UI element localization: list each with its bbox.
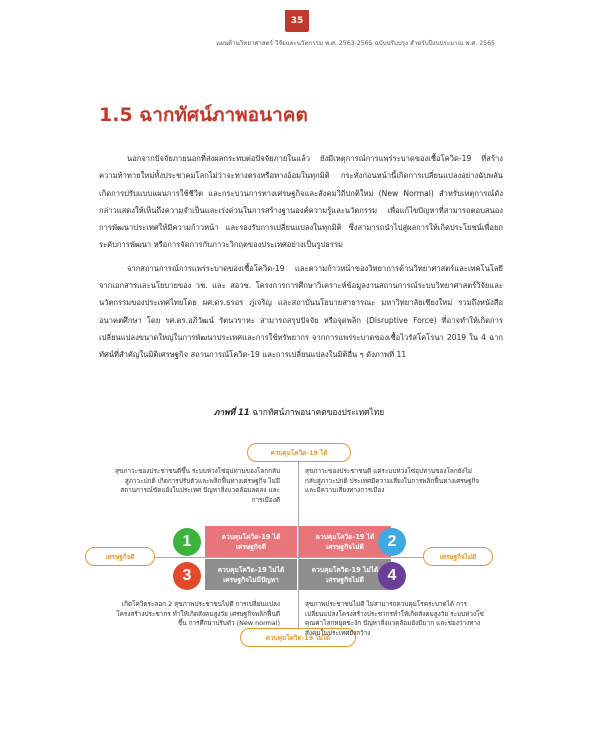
figure-caption-text: ฉากทัศน์ภาพอนาคตของประเทศไทย bbox=[252, 407, 385, 417]
running-header: แผนด้านวิทยาศาสตร์ วิจัยและนวัตกรรม พ.ศ. 2563-2565 ฉบับปรับปรุง สำหรับปีงบประมาณ พ.ศ. 2565 bbox=[216, 40, 495, 47]
figure-label: ภาพที่ 11 bbox=[213, 407, 250, 417]
section-title: 1.5 ฉากทัศน์ภาพอนาคต bbox=[99, 104, 308, 126]
axis-label-right: เศรษฐกิจไม่ดี bbox=[423, 547, 493, 566]
axis-label-top: ควบคุมโควิด-19 ได้ bbox=[247, 443, 351, 462]
paragraph-1: นอกจากปัจจัยภายนอกที่ส่งผลกระทบต่อปัจจัยภายในแล้ว ยังมีเหตุการณ์การแพร่ระบาดของเชื้อโควิด-19 ที่สร้างความท้าทายใหม่ทั้งประชาคมโลกไม่ว่าจะทางตรงหรือทางอ้อมในทุกมิติ กระทั่งก่อนหน้านี้เกิดการเปลี่ยนแปลงอย่างฉับพลัน เกิดการปรับแบบแผนการใช้ชีวิต และกระบวนการทางเศรษฐกิจและสังคมวิถีปกติใหม่ (New Normal) สำหรับเหตุการณ์ดังกล่าวแสดงให้เห็นถึงความจำเป็นและเร่งด่วนในการสร้างฐานองค์ความรู้และนวัตกรรม เพื่อแก้ไขปัญหาที่สามารถตอบสนองการพัฒนาประเทศให้มีความก้าวหน้า และรองรับการเปลี่ยนแปลงในทุกมิติ ซึ่งสามารถนำไปสู่ผลการให้เกิดประโยชน์เพื่อยกระดับการพัฒนา หรือการจัดการกับภาวะวิกฤตของประเทศอย่างเป็นรูปธรรม bbox=[99, 154, 503, 250]
quadrant-4-number-circle: 4 bbox=[378, 562, 406, 590]
quadrant-4-description: สุขภาพประชาชนไม่ดี ไม่สามารถควบคุมโรคระบาดได้ การเปลี่ยนแปลงโครงสร้างประชากรทำให้เกิดสังคมสูงวัย ระบบห่วงโซ่คุณค่าโลกหยุดชะงัก ปัญหาสิ่งแวดล้อมยังมีมาก และช่องว่างทางสังคมในประเทศยังกว้าง bbox=[305, 600, 484, 637]
quadrant-1-box: ควบคุมโควิด-19 ได้ เศรษฐกิจดี bbox=[205, 526, 297, 557]
quadrant-1-number-circle: 1 bbox=[173, 528, 201, 556]
axis-label-bottom: ควบคุมโควิด-19 ไม่ได้ bbox=[240, 628, 356, 647]
quadrant-1-description: สุขภาวะของประชาชนดีขึ้น ระบบห่วงโซ่อุปทานของโลกกลับสู่ภาวะปกติ เกิดการปรับตัวและพลิกฟื้นทางเศรษฐกิจ ไม่มีสถานการณ์ขัดแย้งในประเทศ ปัญหาสิ่งแวดล้อมลดลง และการเมืองดี bbox=[114, 467, 280, 504]
horizontal-axis-line bbox=[115, 557, 472, 558]
quadrant-4-box: ควบคุมโควิด-19 ไม่ได้ เศรษฐกิจไม่ดี bbox=[299, 559, 391, 590]
quadrant-2-box: ควบคุมโควิด-19 ได้ เศรษฐกิจไม่ดี bbox=[299, 526, 391, 557]
paragraph-2: จากสถานการณ์การแพร่ระบาดของเชื้อโควิด-19 และความก้าวหน้าของวิทยาการด้านวิทยาศาสตร์และเทคโนโลยี จากเอกสารและนโยบายของ วช. และ สอวช. โครงการการศึกษาวิเคราะห์ข้อมูลงานสถานการณ์ระบบวิทยาศาสตร์วิจัยและนวัตกรรมของประเทศไทยโดย ผศ.ดร.ธรอร ภู่เจริญ และสถาบันนโยบายสาธารณะ มหาวิทยาลัยเชียงใหม่ รวมถึงหนังสือ อนาคตศึกษา โดย รศ.ดร.อภิวัฒน์ รัตนวราหะ สามารถสรุปปัจจัย หรือจุดพลิก (Disruptive Force) ที่อาจทำให้เกิดการเปลี่ยนแปลงขนาดใหญ่ในการพัฒนาประเทศและการใช้ทรัพยากร จากการแพร่ระบาดของเชื้อไวรัสโคโรนา 2019 ใน 4 ฉากทัศน์ที่สำคัญในมิติเศรษฐกิจ สถานการณ์โควิด-19 และการเปลี่ยนแปลงในมิติอื่น ๆ ดังภาพที่ 11 bbox=[99, 263, 503, 360]
page-number-badge: 35 bbox=[285, 10, 309, 32]
quadrant-2-description: สุขภาวะของประชาชนดี แต่ระบบห่วงโซ่อุปทานของโลกยังไม่กลับสู่ภาวะปกติ ประเทศมีความเสี่ยงในการพลิกฟื้นทางเศรษฐกิจ และมีความเสี่ยงทางการเมือง bbox=[305, 467, 480, 495]
quadrant-3-description: เกิดโควิดระลอก 2 สุขภาพประชาชนไม่ดี การเปลี่ยนแปลงโครงสร้างประชากร ทำให้เกิดสังคมสูงวัย เศรษฐกิจพลิกฟื้นดีขึ้น การศึกษาปรับตัว (New normal) bbox=[116, 600, 280, 628]
quadrant-3-number-circle: 3 bbox=[173, 562, 201, 590]
quadrant-2-number-circle: 2 bbox=[378, 528, 406, 556]
axis-label-left: เศรษฐกิจดี bbox=[85, 547, 155, 566]
quadrant-3-box: ควบคุมโควิด-19 ไม่ได้ เศรษฐกิจไม่มีปัญหา bbox=[205, 559, 297, 590]
